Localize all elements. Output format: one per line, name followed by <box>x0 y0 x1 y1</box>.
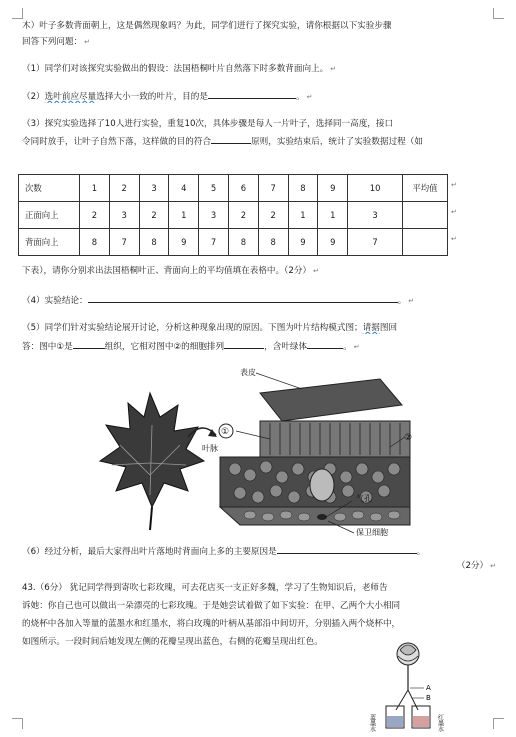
table-cell: 8 <box>258 229 288 256</box>
answer-blank[interactable] <box>224 339 264 349</box>
table-cell: 1 <box>80 175 110 202</box>
table-cell: 平均值 <box>403 175 448 202</box>
question-43-line-4: 如图所示。一段时间后她发现左侧的花瓣呈现出蓝色，右侧的花瓣呈现出红色。 <box>22 637 323 647</box>
corner-mark <box>493 718 504 729</box>
question-3-line-2: 令同时放手，让叶子自然下落，这样做的目的符合 原则，实验结束后，统计了实验数据过程（如 <box>22 134 492 148</box>
row-end-mark: ↵ <box>451 181 457 189</box>
table-cell: 2 <box>80 202 110 229</box>
table-cell: 9 <box>318 175 348 202</box>
question-43-line-2: 诉她：你自己也可以做出一朵漂亮的七彩玫瑰。于是她尝试着做了如下实验：在甲、乙两个大小相同 <box>22 601 401 611</box>
table-cell: 8 <box>288 175 318 202</box>
corner-mark <box>493 8 504 19</box>
question-2: （2）选叶前应尽量选择大小一致的叶片，目的是 。 ↵ <box>22 89 492 103</box>
table-cell: 8 <box>139 229 169 256</box>
answer-blank[interactable] <box>73 339 105 349</box>
table-cell: 9 <box>288 229 318 256</box>
table-cell: 7 <box>199 229 229 256</box>
answer-blank[interactable] <box>211 134 251 144</box>
leaf-cross-section <box>220 379 413 525</box>
corner-mark <box>12 718 23 729</box>
table-cell: 3 <box>109 202 139 229</box>
question-5-line-1: （5）同学们针对实验结论展开讨论，分析这种现象出现的原因。下图为叶片结构模式图；请据图回 <box>22 323 398 333</box>
table-header-row <box>19 175 448 202</box>
label-a: A <box>426 684 431 692</box>
question-6: （6）经过分析，最后大家得出叶片落地时背面向上多的主要原因是 。 <box>22 544 492 558</box>
table-cell: 7 <box>258 175 288 202</box>
table-cell: 2 <box>258 202 288 229</box>
table-cell: 4 <box>169 175 199 202</box>
table-cell: 2 <box>109 175 139 202</box>
label-epidermis: 表皮 <box>240 368 256 377</box>
label-stoma: 气孔 <box>356 494 372 503</box>
leaf-structure-figure <box>90 365 470 545</box>
label-guard-cell: 保卫细胞 <box>356 528 388 537</box>
label-red-ink: 红墨水 <box>436 714 444 732</box>
label-vein: 叶脉 <box>202 444 218 453</box>
answer-blank[interactable] <box>277 544 417 554</box>
answer-blank[interactable] <box>88 293 398 303</box>
average-front-cell[interactable] <box>403 202 448 229</box>
rose-experiment-figure <box>360 638 470 734</box>
intro-line-2: 回答下列问题： ↵ <box>22 37 91 47</box>
table-cell: 8 <box>228 229 258 256</box>
table-cell: 3 <box>199 202 229 229</box>
table-cell: 背面向上 <box>19 229 80 256</box>
table-row-front <box>19 202 448 229</box>
label-2: ② <box>404 433 413 443</box>
table-cell: 9 <box>169 229 199 256</box>
table-cell: 1 <box>288 202 318 229</box>
table-cell: 8 <box>80 229 110 256</box>
table-cell: 7 <box>348 229 403 256</box>
table-cell: 7 <box>109 229 139 256</box>
row-end-mark: ↵ <box>451 208 457 216</box>
maple-leaf-image <box>100 393 204 530</box>
table-cell: 3 <box>348 202 403 229</box>
table-cell: 3 <box>139 175 169 202</box>
data-table <box>18 174 448 256</box>
label-blue-ink: 蓝墨水 <box>368 714 376 732</box>
question-3-line-1: （3）探究实验选择了10人进行实验，重复10次，具体步骤是每人一片叶子，选择同一高度，接口 <box>22 119 394 129</box>
table-cell: 6 <box>228 175 258 202</box>
answer-blank[interactable] <box>208 89 296 99</box>
table-cell: 次数 <box>19 175 80 202</box>
question-6-score: （2分） ↵ <box>456 561 496 571</box>
table-cell: 1 <box>318 202 348 229</box>
after-table-text: 下表），请你分别求出法国梧桐叶正、背面向上的平均值填在表格中。（2分） ↵ <box>22 266 319 276</box>
row-end-mark: ↵ <box>451 235 457 243</box>
label-b: B <box>426 694 431 702</box>
question-1: （1）同学们对该探究实验做出的假设：法国梧桐叶片自然落下时多数背面向上。 ↵ <box>22 64 337 74</box>
question-5-line-2: 答：图中①是 组织，它相对图中②的细胞排列 ，含叶绿体 。 ↵ <box>22 339 492 353</box>
question-43-line-1: 43.（6分） 犹记同学得到寄吹七彩玫瑰，可去花店买一支正好多魏，学习了生物知识后，老师告 <box>22 583 388 593</box>
question-43-line-3: 的烧杯中各加入等量的蓝墨水和红墨水，将白玫瑰的叶柄从基部沿中间切开，分别插入两个烧杯中， <box>22 619 401 629</box>
question-4: （4）实验结论： 。 ↵ <box>22 293 492 307</box>
table-cell: 9 <box>318 229 348 256</box>
average-back-cell[interactable] <box>403 229 448 256</box>
table-cell: 2 <box>139 202 169 229</box>
rose-flower <box>397 643 419 665</box>
table-cell: 1 <box>169 202 199 229</box>
table-cell: 正面向上 <box>19 202 80 229</box>
answer-blank[interactable] <box>307 339 343 349</box>
table-cell: 5 <box>199 175 229 202</box>
label-1: ① <box>221 427 230 437</box>
table-row-back <box>19 229 448 256</box>
corner-mark <box>12 8 23 19</box>
table-cell: 10 <box>348 175 403 202</box>
intro-line: 木）叶子多数背面朝上，这是偶然现象吗？为此，同学们进行了探究实验，请你根据以下实验步骤 <box>22 21 392 31</box>
table-cell: 2 <box>228 202 258 229</box>
